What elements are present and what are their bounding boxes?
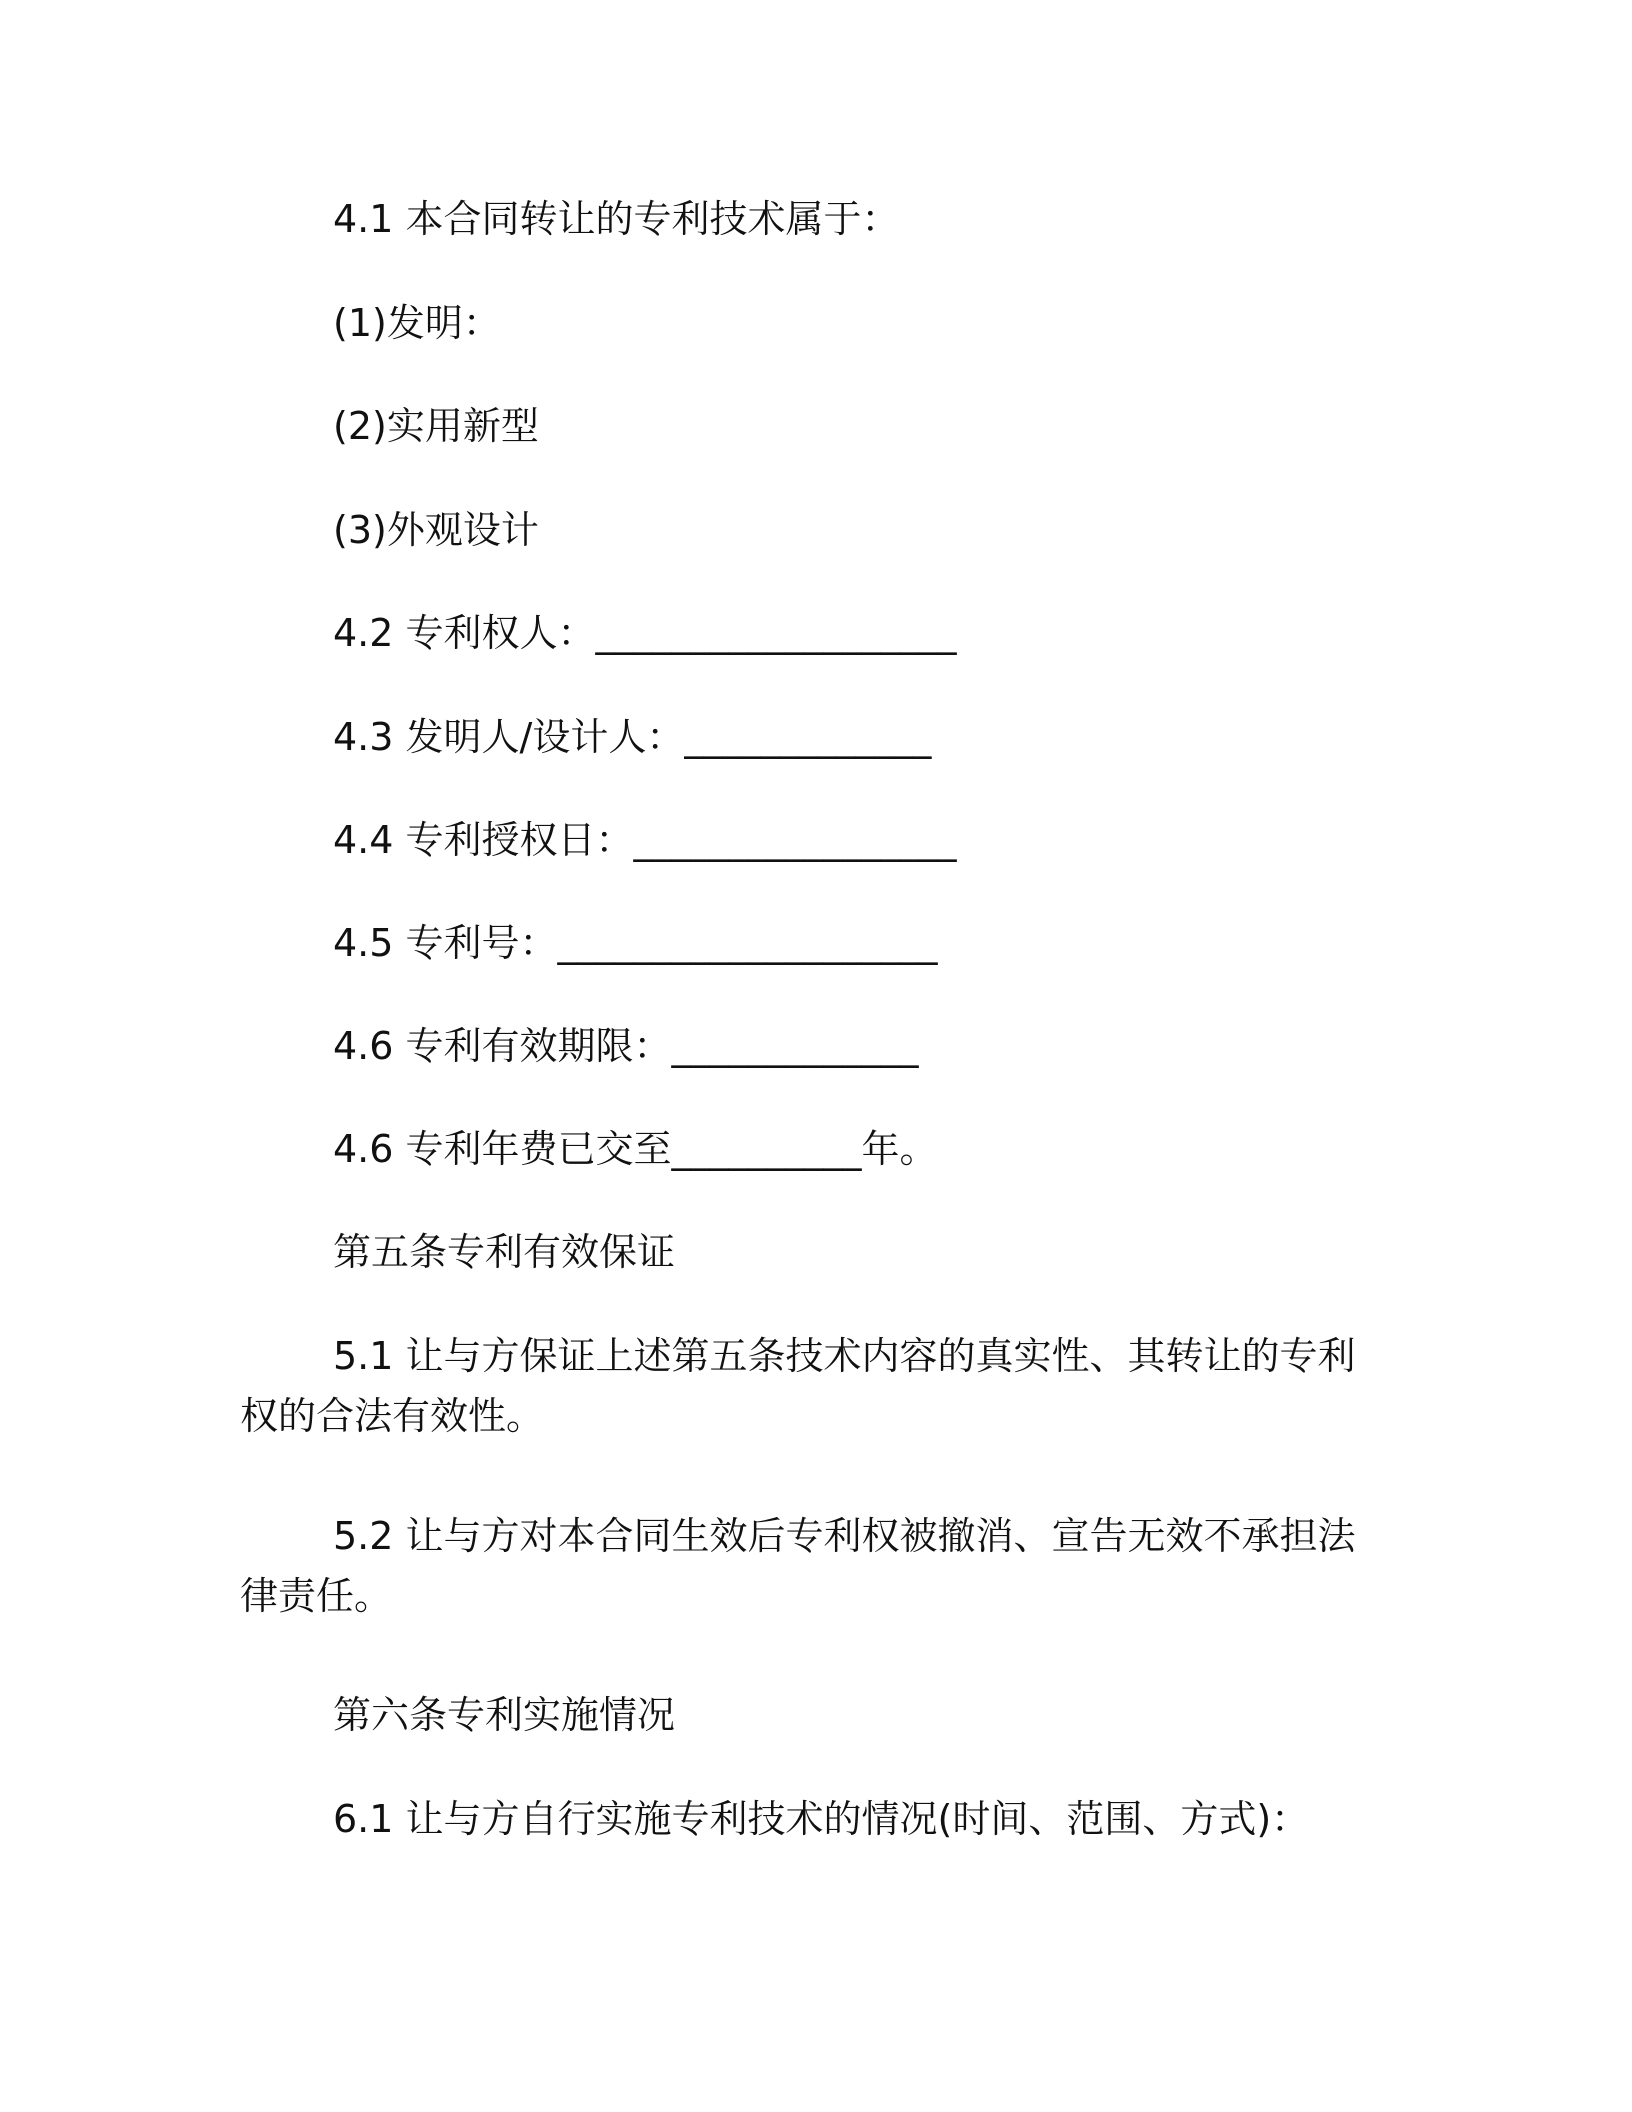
option-design: (3)外观设计	[333, 508, 539, 552]
clause-4-6-validity-period: 4.6 专利有效期限：_____________	[333, 1024, 919, 1068]
clause-4-3-inventor: 4.3 发明人/设计人：_____________	[333, 715, 932, 759]
section-6-heading: 第六条专利实施情况	[333, 1693, 676, 1737]
clause-4-1: 4.1 本合同转让的专利技术属于：	[333, 197, 900, 241]
clause-4-5-patent-number: 4.5 专利号：____________________	[333, 921, 938, 965]
option-invention: (1)发明：	[333, 301, 501, 345]
clause-6-1: 6.1 让与方自行实施专利技术的情况(时间、范围、方式)：	[333, 1797, 1310, 1841]
clause-5-1: 5.1 让与方保证上述第五条技术内容的真实性、其转让的专利权的合法有效性。	[240, 1334, 1356, 1438]
clause-5-2: 5.2 让与方对本合同生效后专利权被撤消、宣告无效不承担法律责任。	[240, 1514, 1356, 1618]
clause-4-6-annual-fee: 4.6 专利年费已交至__________年。	[333, 1127, 938, 1171]
clause-4-2-patentee: 4.2 专利权人：___________________	[333, 611, 957, 655]
option-utility-model: (2)实用新型	[333, 404, 539, 448]
clause-4-4-grant-date: 4.4 专利授权日：_________________	[333, 818, 957, 862]
section-5-heading: 第五条专利有效保证	[333, 1230, 676, 1274]
